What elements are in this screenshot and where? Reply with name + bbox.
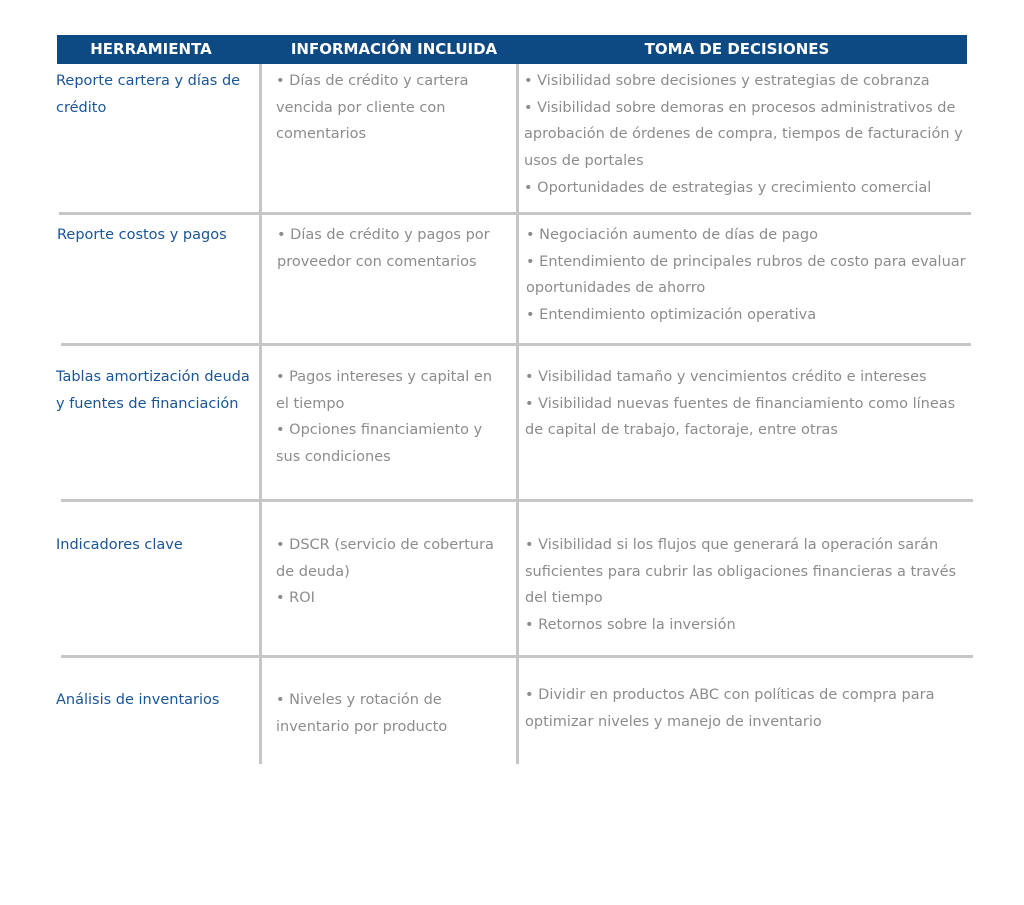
- row-4-decisions: [525, 532, 970, 639]
- row-1-decision-item-1: • Visibilidad sobre decisiones y estrategias de cobranza: [524, 73, 930, 89]
- row-divider-4: [61, 655, 973, 658]
- row-divider-2: [61, 343, 971, 346]
- row-2-info: [277, 222, 505, 275]
- row-2-decisions: [526, 222, 966, 329]
- row-4-tool: Indicadores clave: [56, 537, 183, 553]
- row-1-decision-item-3: • Oportunidades de estrategias y crecimiento comercial: [524, 179, 932, 196]
- row-divider-1: [59, 212, 971, 215]
- row-5-info-item-1: • Niveles y rotación de inventario por producto: [276, 692, 448, 735]
- row-3-decision-item-1: • Visibilidad tamaño y vencimientos crédito e intereses: [525, 369, 927, 385]
- header-tool: HERRAMIENTA: [90, 40, 212, 58]
- row-2-decision-item-3: • Entendimiento optimización operativa: [526, 307, 817, 324]
- header-decisions: TOMA DE DECISIONES: [644, 40, 830, 58]
- row-4-info-item-2: • ROI: [276, 590, 315, 607]
- column-divider-1: [259, 64, 262, 764]
- row-4-info-item-1: • DSCR (servicio de cobertura de deuda): [276, 537, 494, 580]
- row-1-decision-item-2: • Visibilidad sobre demoras en procesos administrativos de aprobación de órdenes de compra, tiempos de facturación y usos de portales: [524, 99, 963, 170]
- row-5-info: [276, 687, 504, 740]
- row-divider-3: [61, 499, 973, 502]
- row-5-decision-item-1: • Dividir en productos ABC con políticas de compra para optimizar niveles y manejo de inventario: [525, 687, 935, 730]
- row-3-info-item-2: • Opciones financiamiento y sus condiciones: [276, 422, 483, 466]
- row-3-decisions: [525, 364, 970, 444]
- row-2-tool: Reporte costos y pagos: [57, 227, 227, 243]
- row-1-decisions: [524, 68, 964, 202]
- row-1-info: [276, 68, 504, 148]
- row-3-tool: Tablas amortización deuda y fuentes de financiación: [56, 369, 250, 412]
- row-1-tool: Reporte cartera y días de crédito: [56, 73, 241, 116]
- row-2-info-item-1: • Días de crédito y pagos por proveedor con comentarios: [277, 227, 490, 270]
- row-5-tool: Análisis de inventarios: [56, 692, 220, 708]
- row-2-decision-item-2: • Entendimiento de principales rubros de costo para evaluar oportunidades de ahorro: [526, 253, 966, 297]
- row-3-info-item-1: • Pagos intereses y capital en el tiempo: [276, 369, 493, 412]
- row-3-decision-item-2: • Visibilidad nuevas fuentes de financiamiento como líneas de capital de trabajo, factoraje, entre otras: [525, 395, 956, 439]
- table-header: [57, 35, 967, 64]
- row-4-decision-item-1: • Visibilidad si los flujos que generará la operación sarán suficientes para cubrir las obligaciones financieras a través del tiempo: [525, 537, 957, 607]
- header-info: INFORMACIÓN INCLUIDA: [290, 40, 498, 58]
- row-2-decision-item-1: • Negociación aumento de días de pago: [526, 227, 818, 243]
- row-4-decision-item-2: • Retornos sobre la inversión: [525, 617, 736, 634]
- column-divider-2: [516, 64, 519, 764]
- row-3-info: [276, 364, 504, 471]
- row-5-decisions: [525, 682, 965, 735]
- row-1-info-item-1: • Días de crédito y cartera vencida por cliente con comentarios: [276, 73, 469, 143]
- row-4-info: [276, 532, 504, 612]
